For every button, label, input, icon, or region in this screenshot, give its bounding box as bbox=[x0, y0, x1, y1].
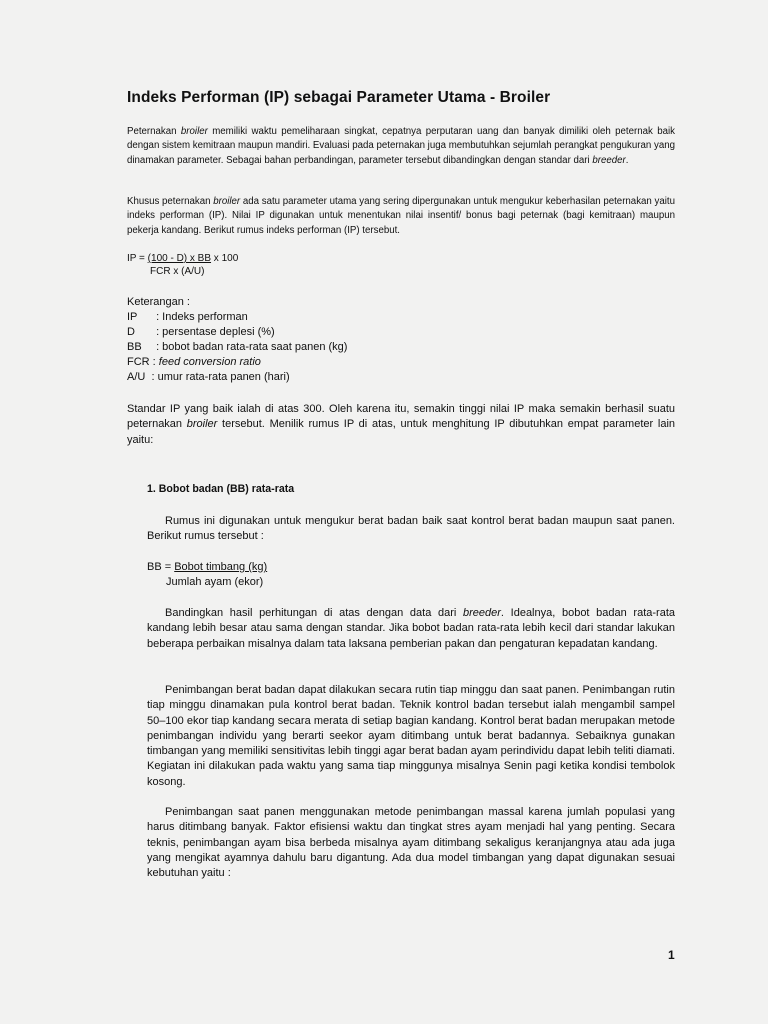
legend-item: A/U : umur rata-rata panen (hari) bbox=[127, 371, 290, 383]
formula-ip-denominator: FCR x (A/U) bbox=[150, 266, 205, 277]
paragraph-weighing-harvest: Penimbangan saat panen menggunakan metode penimbangan massal karena jumlah populasi yang harus ditimbang banyak. Faktor efisiensi waktu dan tingkat stres ayam menjadi hal yang penting. Secara teknis, penimbangan ayam bisa berbeda misalnya ayam ditimbang sekaligus keranjangnya atau ada juga yang mengikat ayamnya dahulu baru digantung. Ada dua model timbangan yang dapat digunakan sesuai kebutuhan yaitu : bbox=[147, 806, 675, 880]
paragraph-ip-description: Khusus peternakan broiler ada satu parameter utama yang sering dipergunakan untuk mengukur keberhasilan peternakan yaitu indeks performan (IP). Nilai IP digunakan untuk menentukan nilai insentif/ bonus bagi peternak (bagi kemitraan) maupun pekerja kandang. Berikut rumus indeks performan (IP) tersebut. bbox=[127, 196, 675, 236]
paragraph-intro: Peternakan broiler memiliki waktu pemeliharaan singkat, cepatnya perputaran uang dan banyak dimiliki oleh peternak baik dengan sistem kemitraan maupun mandiri. Evaluasi pada peternakan juga membutuhkan sejumlah perangkat pengukuran yang dinamakan parameter. Sebagai bahan perbandingan, parameter tersebut dibandingkan dengan standar dari breeder. bbox=[127, 126, 675, 166]
formula-bb-denominator: Jumlah ayam (ekor) bbox=[166, 576, 264, 588]
formula-ip-numerator: IP = (100 - D) x BB x 100 bbox=[127, 253, 239, 264]
legend-item: D : persentase deplesi (%) bbox=[127, 326, 275, 338]
legend-item: FCR : feed conversion ratio bbox=[127, 356, 261, 368]
legend-title: Keterangan : bbox=[127, 296, 190, 308]
paragraph-ip-standard: Standar IP yang baik ialah di atas 300. Oleh karena itu, semakin tinggi nilai IP maka semakin berhasil suatu peternakan broiler tersebut. Menilik rumus IP di atas, untuk menghitung IP dibutuhkan empat parameter lain yaitu: bbox=[127, 403, 676, 446]
legend-item: IP : Indeks performan bbox=[127, 311, 248, 323]
page-title: Indeks Performan (IP) sebagai Parameter Utama - Broiler bbox=[127, 89, 551, 106]
formula-bb-numerator: BB = Bobot timbang (kg) bbox=[147, 561, 268, 573]
paragraph-bb-comparison: Bandingkan hasil perhitungan di atas dengan data dari breeder. Idealnya, bobot badan rata-rata kandang lebih besar atau sama dengan standar. Jika bobot badan rata-rata lebih kecil dari standar lakukan beberapa perbaikan misalnya dalam tata laksana pemberian pakan dan pengaturan kepadatan kandang. bbox=[147, 607, 675, 650]
paragraph-bb-formula-intro: Rumus ini digunakan untuk mengukur berat badan baik saat kontrol berat badan maupun saat panen. Berikut rumus tersebut : bbox=[147, 515, 675, 543]
section-heading: 1. Bobot badan (BB) rata-rata bbox=[147, 483, 295, 495]
page-number: 1 bbox=[668, 948, 675, 962]
paragraph-weighing-routine: Penimbangan berat badan dapat dilakukan secara rutin tiap minggu dan saat panen. Penimbangan rutin tiap minggu dinamakan pula kontrol berat badan. Teknik kontrol badan tersebut ialah mengambil sampel 50–100 ekor tiap kandang secara merata di setiap bagian kandang. Kontrol berat badan merupakan metode penimbangan individu yang berarti seekor ayam ditimbang untuk berat badannya. Sebaiknya gunakan timbangan yang memiliki sensitivitas lebih tinggi agar berat badan ayam perindividu dapat lebih teliti diamati. Kegiatan ini dilakukan pada waktu yang sama tiap minggunya misalnya Senin pagi ketika kondisi tembolok kosong. bbox=[147, 684, 675, 788]
legend-item: BB : bobot badan rata-rata saat panen (kg) bbox=[127, 341, 348, 353]
